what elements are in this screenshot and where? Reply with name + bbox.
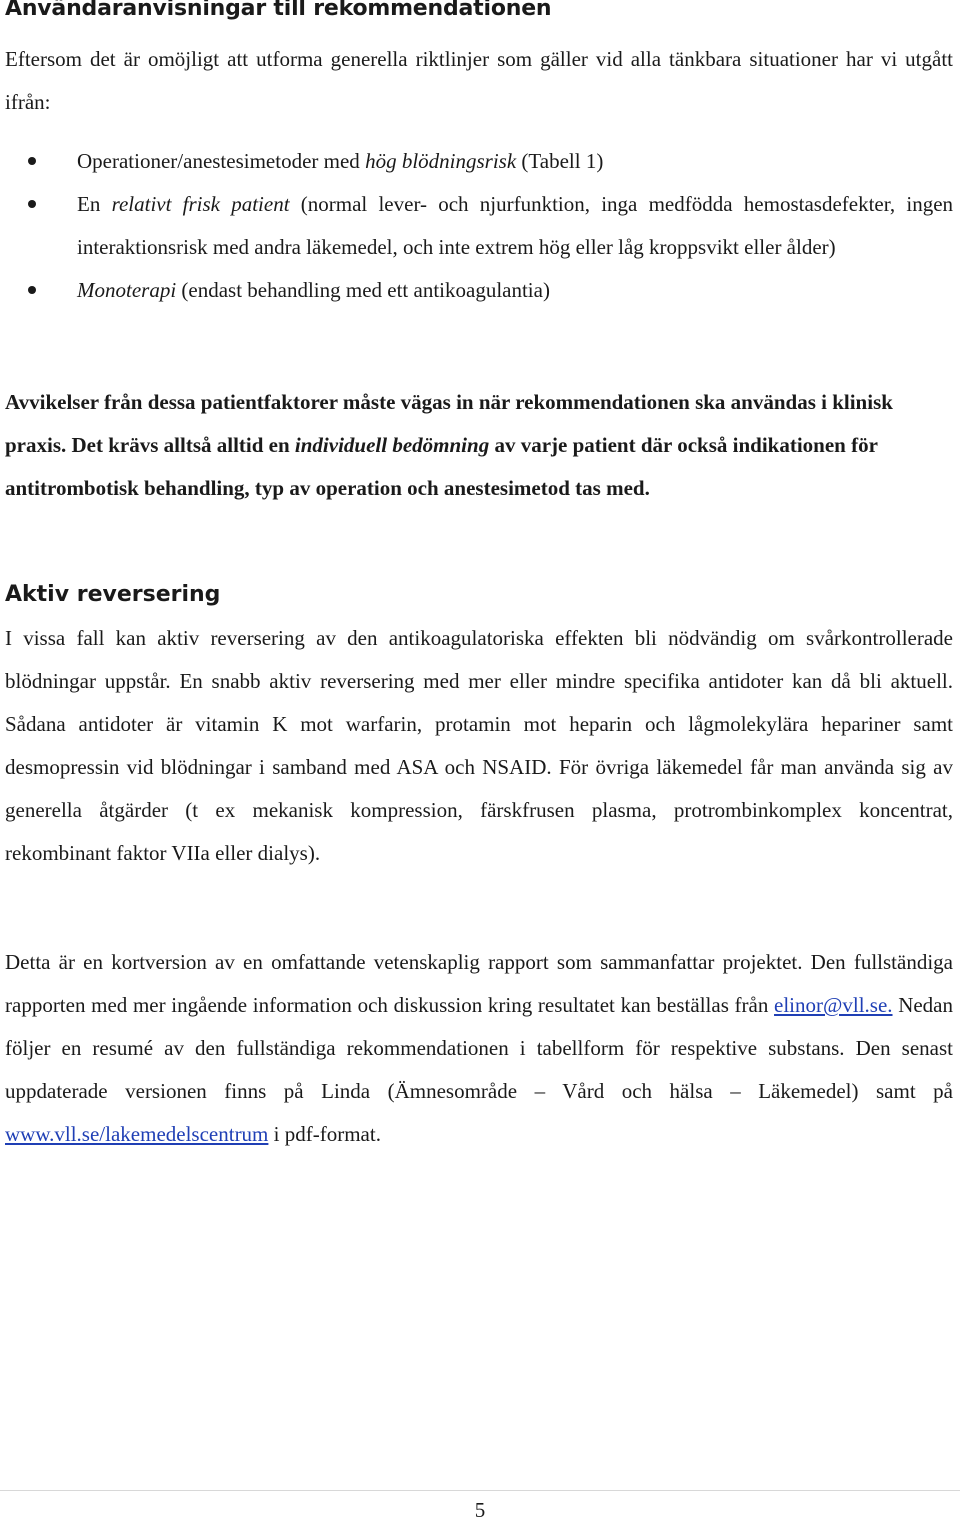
section-heading: Användaranvisningar till rekommendationen bbox=[5, 0, 552, 21]
bullet-icon bbox=[28, 157, 36, 165]
list-item: Operationer/anestesimetoder med hög blödningsrisk (Tabell 1) bbox=[5, 140, 953, 183]
deviation-paragraph: Avvikelser från dessa patientfaktorer måste vägas in när rekommendationen ska användas i klinisk praxis. Det krävs alltså alltid en individuell bedömning av varje patient där också indikationen för antitrombotisk behandling, typ av operation och anestesimetod tas med. bbox=[5, 390, 893, 500]
reversal-paragraph: I vissa fall kan aktiv reversering av den antikoagulatoriska effekten bli nödvändig om svårkontrollerade blödningar uppstår. En snabb aktiv reversering med mer eller mindre specifika antidoter kan då bli aktuell. Sådana antidoter är vitamin K mot warfarin, protamin mot heparin och lågmolekylära hepariner samt desmopressin vid blödningar i samband med ASA och NSAID. För övriga läkemedel får man använda sig av generella åtgärder (t ex mekanisk kompression, färskfrusen plasma, protrombinkomplex koncentrat, rekombinant faktor VIIa eller dialys). bbox=[5, 626, 953, 865]
list-item: Monoterapi (endast behandling med ett antikoagulantia) bbox=[5, 269, 953, 312]
email-link[interactable]: elinor@vll.se. bbox=[774, 993, 893, 1017]
assumption-list bbox=[5, 140, 953, 312]
page-number: 5 bbox=[474, 1498, 486, 1522]
summary-paragraph: Detta är en kortversion av en omfattande vetenskaplig rapport som sammanfattar projektet. Den fullständiga rapporten med mer ingående information och diskussion kring resultatet kan beställas från elinor@vll.se. Nedan följer en resumé av den fullständiga rekommendationen i tabellform för respektive substans. Den senast uppdaterade versionen finns på Linda (Ämnesområde – Vård och hälsa – Läkemedel) samt på www.vll.se/lakemedelscentrum i pdf-format. bbox=[5, 950, 953, 1146]
list-item: En relativt frisk patient (normal lever- och njurfunktion, inga medfödda hemostasdefekter, ingen interaktionsrisk med andra läkemedel, och inte extrem hög eller låg kroppsvikt eller ålder) bbox=[5, 183, 953, 269]
emphasis: hög blödningsrisk bbox=[365, 149, 517, 173]
emphasis: Monoterapi bbox=[77, 278, 177, 302]
emphasis: relativt frisk patient bbox=[111, 192, 290, 216]
website-link[interactable]: www.vll.se/lakemedelscentrum bbox=[5, 1122, 269, 1146]
bullet-icon bbox=[28, 200, 36, 208]
subsection-heading: Aktiv reversering bbox=[5, 582, 221, 607]
intro-paragraph: Eftersom det är omöjligt att utforma generella riktlinjer som gäller vid alla tänkbara situationer har vi utgått ifrån: bbox=[5, 47, 953, 114]
page-divider bbox=[0, 1490, 960, 1491]
emphasis: individuell bedömning bbox=[294, 433, 490, 457]
bullet-icon bbox=[28, 286, 36, 294]
